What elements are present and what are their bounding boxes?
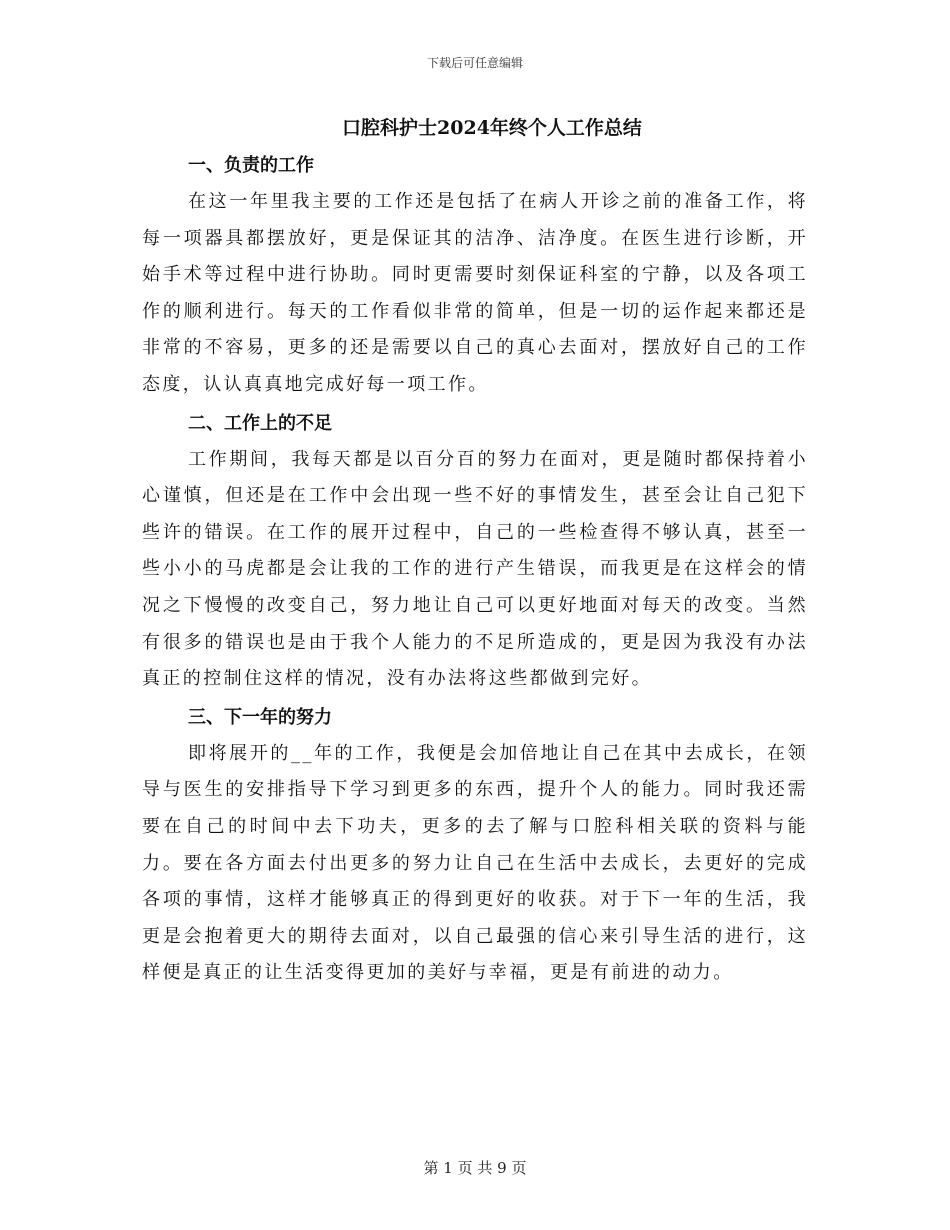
section-heading-2: 二、工作上的不足 — [188, 412, 332, 434]
document-title: 口腔科护士2024年终个人工作总结 — [342, 117, 642, 139]
document-body — [142, 112, 808, 994]
section-paragraph-3: 即将展开的__年的工作，我便是会加倍地让自己在其中去成长，在领导与医生的安排指导下学习到更多的东西，提升个人的能力。同时我还需要在自己的时间中去下功夫，更多的去了解与口腔科相关联的资料与能力。要在各方面去付出更多的努力让自己在生活中去成长，去更好的完成各项的事情，这样才能够真正的得到更好的收获。对于下一年的生活，我更是会抱着更大的期待去面对，以自己最强的信心来引导生活的进行，这样便是真正的让生活变得更加的美好与幸福，更是有前进的动力。 — [142, 742, 808, 984]
section-paragraph-1: 在这一年里我主要的工作还是包括了在病人开诊之前的准备工作，将每一项器具都摆放好，更是保证其的洁净、洁净度。在医生进行诊断，开始手术等过程中进行协助。同时更需要时刻保证科室的宁静，以及各项工作的顺利进行。每天的工作看似非常的简单，但是一切的运作起来都还是非常的不容易，更多的还是需要以自己的真心去面对，摆放好自己的工作态度，认认真真地完成好每一项工作。 — [142, 191, 808, 395]
section-paragraph-2: 工作期间，我每天都是以百分百的努力在面对，更是随时都保持着小心谨慎，但还是在工作中会出现一些不好的事情发生，甚至会让自己犯下些许的错误。在工作的展开过程中，自己的一些检查得不够认真，甚至一些小小的马虎都是会让我的工作的进行产生错误，而我更是在这样会的情况之下慢慢的改变自己，努力地让自己可以更好地面对每天的改变。当然有很多的错误也是由于我个人能力的不足所造成的，更是因为我没有办法真正的控制住这样的情况，没有办法将这些都做到完好。 — [142, 448, 808, 690]
section-heading-1: 一、负责的工作 — [188, 155, 314, 176]
header-note: 下载后可任意编辑 — [426, 56, 523, 70]
page-number-footer: 第 1 页 共 9 页 — [423, 1159, 527, 1177]
section-heading-3: 三、下一年的努力 — [188, 706, 332, 728]
